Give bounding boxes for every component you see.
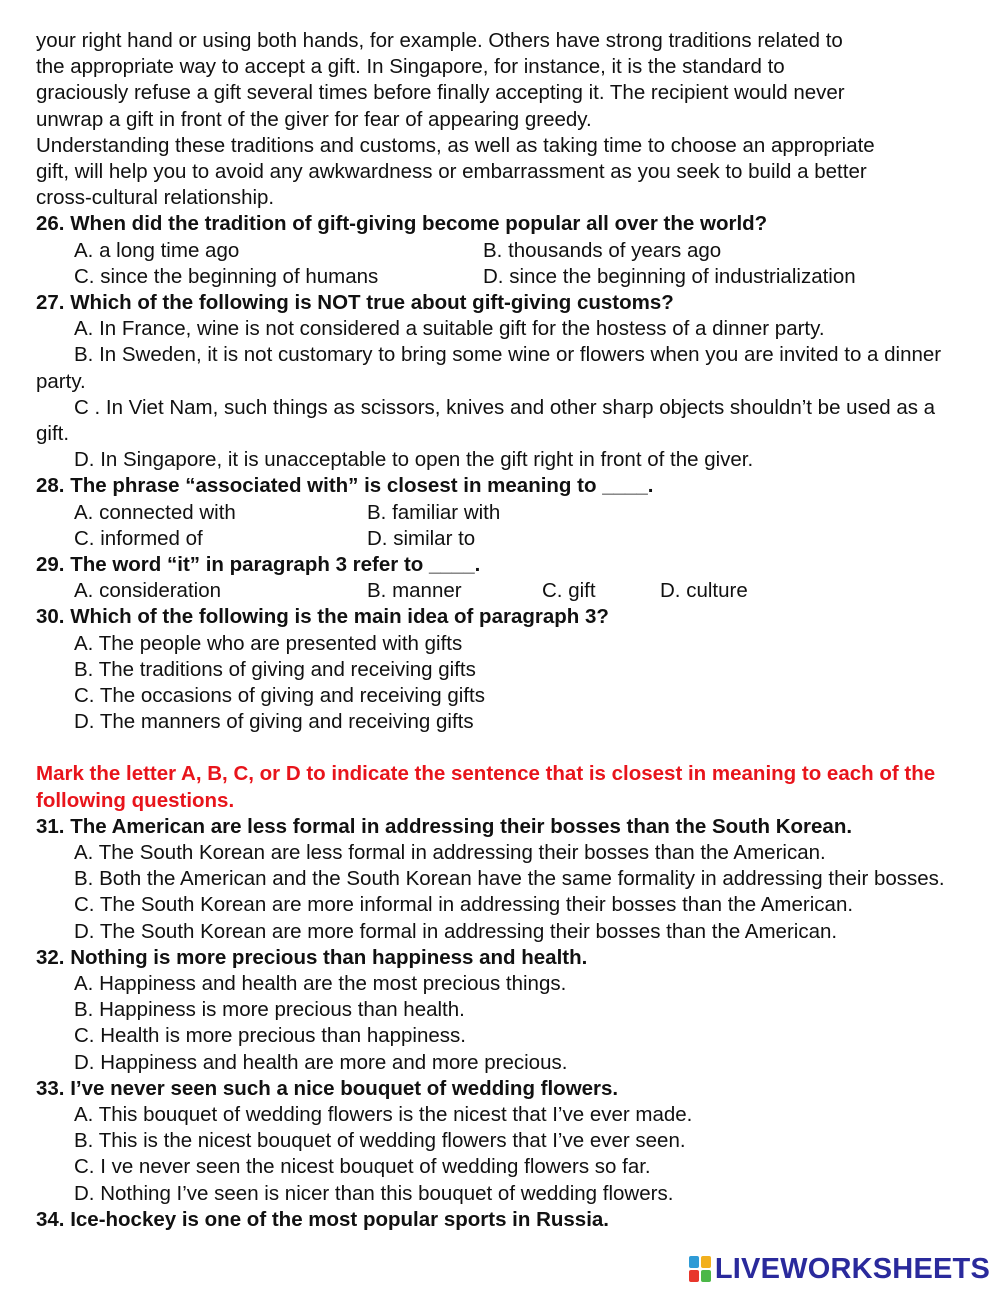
option-29-a[interactable]: A. consideration (74, 579, 222, 603)
question-29-stem: 29. The word “it” in paragraph 3 refer to ____. (36, 553, 481, 576)
option-27-d[interactable]: D. In Singapore, it is unacceptable to open the gift right in front of the giver. (74, 448, 754, 472)
question-28-options-row (36, 500, 976, 526)
question-32-stem: 32. Nothing is more precious than happiness and health. (36, 945, 588, 969)
option-26-c[interactable]: C. since the beginning of humans (74, 264, 379, 288)
question-27-stem: 27. Which of the following is NOT true about gift-giving customs? (36, 291, 674, 314)
option-29-b[interactable]: B. manner (367, 579, 462, 603)
question-26-options-row (36, 238, 976, 264)
question-28-stem: 28. The phrase “associated with” is closest in meaning to ____. (36, 474, 654, 498)
question-34-stem: 34. Ice-hockey is one of the most popular sports in Russia. (36, 1207, 609, 1231)
worksheet-page (36, 28, 976, 1233)
passage-line: cross-cultural relationship. (36, 186, 275, 210)
option-33-b[interactable]: B. This is the nicest bouquet of wedding flowers that I’ve ever seen. (74, 1129, 686, 1153)
option-29-d[interactable]: D. culture (660, 579, 748, 603)
option-26-d[interactable]: D. since the beginning of industrialization (483, 264, 856, 288)
passage-line: gift, will help you to avoid any awkwardness or embarrassment as you seek to build a better (36, 160, 867, 184)
option-26-b[interactable]: B. thousands of years ago (483, 238, 722, 262)
liveworksheets-logo-text: LIVEWORKSHEETS (714, 1252, 990, 1285)
option-27-c[interactable]: C . In Viet Nam, such things as scissors, knives and other sharp objects shouldn’t be used as a gift. (36, 395, 936, 446)
passage-line: Understanding these traditions and customs, as well as taking time to choose an appropriate (36, 133, 875, 157)
option-31-d[interactable]: D. The South Korean are more formal in addressing their bosses than the American. (74, 919, 838, 943)
passage-line: the appropriate way to accept a gift. In Singapore, for instance, it is the standard to (36, 55, 785, 79)
question-31-stem: 31. The American are less formal in addressing their bosses than the South Korean. (36, 814, 853, 838)
option-29-c[interactable]: C. gift (542, 579, 596, 603)
option-27-b[interactable]: B. In Sweden, it is not customary to bring some wine or flowers when you are invited to a dinner party. (36, 343, 942, 393)
logo-square-blue-icon (689, 1256, 699, 1268)
section-instruction: Mark the letter A, B, C, or D to indicate the sentence that is closest in meaning to each of the following questions. (36, 762, 936, 812)
section-spacer (36, 735, 976, 761)
option-31-b[interactable]: B. Both the American and the South Korean have the same formality in addressing their bosses. (74, 867, 945, 891)
option-31-a[interactable]: A. The South Korean are less formal in addressing their bosses than the American. (74, 841, 826, 865)
passage-line: unwrap a gift in front of the giver for fear of appearing greedy. (36, 107, 592, 131)
option-30-d[interactable]: D. The manners of giving and receiving gifts (74, 710, 474, 734)
question-29-options-row (36, 578, 976, 604)
passage-line: your right hand or using both hands, for example. Others have strong traditions related to (36, 29, 843, 52)
question-26-options-row (36, 264, 976, 290)
option-32-b[interactable]: B. Happiness is more precious than health. (74, 998, 465, 1022)
logo-square-yellow-icon (701, 1256, 711, 1268)
logo-square-green-icon (701, 1270, 711, 1282)
question-26-stem: 26. When did the tradition of gift-giving become popular all over the world? (36, 212, 768, 236)
logo-square-red-icon (689, 1270, 699, 1282)
option-33-c[interactable]: C. I ve never seen the nicest bouquet of wedding flowers so far. (74, 1155, 651, 1179)
option-28-a[interactable]: A. connected with (74, 500, 236, 524)
option-28-c[interactable]: C. informed of (74, 526, 203, 550)
option-27-a[interactable]: A. In France, wine is not considered a suitable gift for the hostess of a dinner party. (74, 317, 825, 341)
option-26-a[interactable]: A. a long time ago (74, 238, 240, 262)
option-33-a[interactable]: A. This bouquet of wedding flowers is the nicest that I’ve ever made. (74, 1103, 693, 1127)
option-32-a[interactable]: A. Happiness and health are the most precious things. (74, 972, 567, 996)
liveworksheets-logo-icon (689, 1256, 711, 1282)
passage-line: graciously refuse a gift several times before finally accepting it. The recipient would never (36, 81, 845, 105)
question-28-options-row (36, 526, 976, 552)
question-30-stem: 30. Which of the following is the main idea of paragraph 3? (36, 605, 609, 629)
option-28-d[interactable]: D. similar to (367, 526, 476, 550)
option-28-b[interactable]: B. familiar with (367, 500, 501, 524)
liveworksheets-logo[interactable] (689, 1252, 990, 1286)
option-30-a[interactable]: A. The people who are presented with gifts (74, 631, 463, 655)
option-31-c[interactable]: C. The South Korean are more informal in addressing their bosses than the American. (74, 893, 854, 917)
option-30-b[interactable]: B. The traditions of giving and receiving gifts (74, 657, 476, 681)
option-32-d[interactable]: D. Happiness and health are more and more precious. (74, 1050, 568, 1074)
question-33-stem: 33. I’ve never seen such a nice bouquet of wedding flowers. (36, 1076, 619, 1100)
option-32-c[interactable]: C. Health is more precious than happiness. (74, 1024, 466, 1048)
option-30-c[interactable]: C. The occasions of giving and receiving gifts (74, 684, 485, 707)
option-33-d[interactable]: D. Nothing I’ve seen is nicer than this bouquet of wedding flowers. (74, 1181, 674, 1205)
